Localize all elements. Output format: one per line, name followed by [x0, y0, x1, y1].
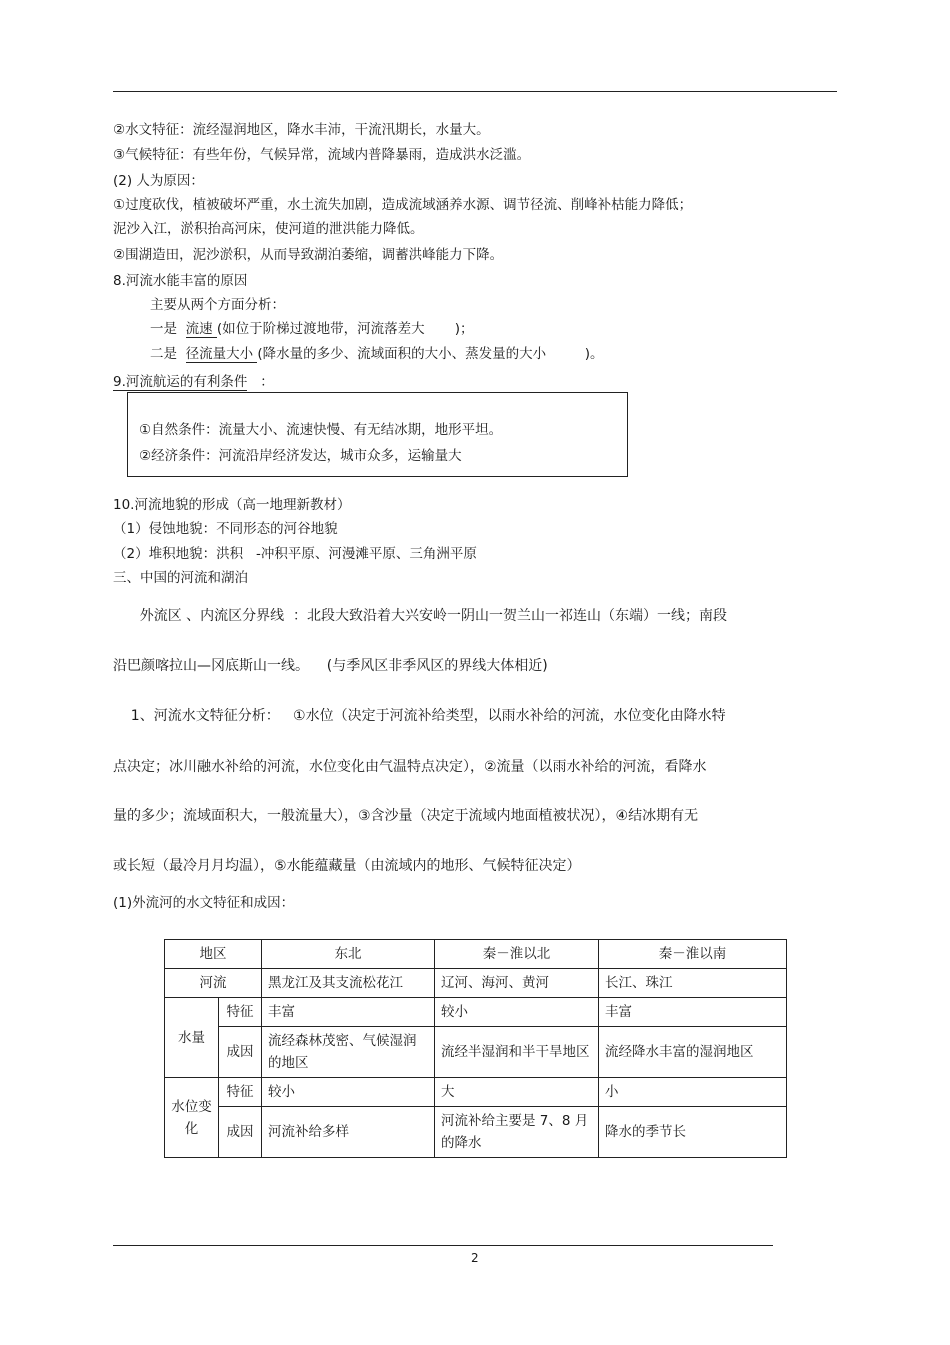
text-line: 泥沙入江，淤积抬高河床，使河道的泄洪能力降低。 — [113, 221, 424, 237]
table-cell: 河流补给多样 — [262, 1107, 435, 1158]
table-cell: 流经半湿润和半干旱地区 — [435, 1027, 599, 1078]
text-line: ②水文特征：流经湿润地区，降水丰沛，干流汛期长，水量大。 — [113, 122, 490, 138]
row-subheader: 特征 — [219, 998, 262, 1027]
table-cell: 流经森林茂密、气候湿润的地区 — [262, 1027, 435, 1078]
paragraph-line: 或长短（最冷月月均温），⑤水能蕴藏量（由流域内的地形、气候特征决定） — [113, 858, 581, 874]
text-line: ②围湖造田，泥沙淤积，从而导致湖泊萎缩，调蓄洪峰能力下降。 — [113, 247, 504, 263]
text-line: （1）侵蚀地貌：不同形态的河谷地貌 — [113, 521, 338, 537]
table-row — [165, 969, 787, 998]
paragraph-line: 外流区 、内流区分界线 ：北段大致沿着大兴安岭一阴山一贺兰山一祁连山（东端）一线；南段 — [113, 608, 728, 624]
paragraph-line: 1、河流水文特征分析： ①水位（决定于河流补给类型，以雨水补给的河流，水位变化由降水特 — [113, 708, 726, 724]
footer-rule — [113, 1245, 773, 1246]
row-subheader: 成因 — [219, 1107, 262, 1158]
row-group-header: 水量 — [165, 998, 219, 1078]
text-line: (2) 人为原因： — [113, 173, 204, 189]
text-span: (降水量的多少、流域面积的大小、蒸发量的大小 )。 — [257, 346, 604, 362]
table-cell: 河流补给主要是 7、8 月的降水 — [435, 1107, 599, 1158]
text-line: 主要从两个方面分析： — [150, 297, 285, 313]
table-cell: 小 — [599, 1078, 787, 1107]
text-span: 一是 — [150, 321, 186, 337]
table-row — [165, 998, 787, 1027]
text-span: 二是 — [150, 346, 186, 362]
table-cell: 长江、珠江 — [599, 969, 787, 998]
page-number: 2 — [471, 1251, 479, 1265]
table-cell: 较小 — [262, 1078, 435, 1107]
text-line: ①过度砍伐，植被破坏严重，水土流失加剧，造成流域涵养水源、调节径流、削峰补枯能力降低； — [113, 197, 693, 213]
text-line: ③气候特征：有些年份，气候异常，流域内普降暴雨，造成洪水泛滥。 — [113, 147, 531, 163]
table-row — [165, 940, 787, 969]
section-heading: 10.河流地貌的形成（高一地理新教材） — [113, 497, 351, 513]
text-line: (1)外流河的水文特征和成因： — [113, 895, 295, 911]
table-cell: 较小 — [435, 998, 599, 1027]
table-cell: 辽河、海河、黄河 — [435, 969, 599, 998]
table-header: 东北 — [262, 940, 435, 969]
box-line: ①自然条件：流量大小、流速快慢、有无结冰期，地形平坦。 — [139, 422, 503, 438]
text-line: （2）堆积地貌：洪积 -冲积平原、河漫滩平原、三角洲平原 — [113, 546, 477, 562]
hydrology-table — [164, 939, 787, 1158]
row-subheader: 特征 — [219, 1078, 262, 1107]
conditions-box — [127, 392, 628, 477]
underlined-heading: 9.河流航运的有利条件 — [113, 374, 248, 390]
table-row — [165, 1107, 787, 1158]
table-cell: 丰富 — [599, 998, 787, 1027]
row-subheader: 成因 — [219, 1027, 262, 1078]
underlined-answer: 径流量大小 — [185, 346, 258, 362]
table-cell: 降水的季节长 — [599, 1107, 787, 1158]
table-cell: 黑龙江及其支流松花江 — [262, 969, 435, 998]
paragraph-line: 点决定；冰川融水补给的河流，水位变化由气温特点决定），②流量（以雨水补给的河流，看降水 — [113, 759, 707, 775]
table-row — [165, 1078, 787, 1107]
header-rule — [113, 91, 837, 92]
text-span: (如位于阶梯过渡地带，河流落差大 )； — [216, 321, 474, 337]
text-line — [150, 345, 604, 363]
table-cell: 丰富 — [262, 998, 435, 1027]
paragraph-line: 量的多少；流域面积大，一般流量大），③含沙量（决定于流域内地面植被状况），④结冰期有无 — [113, 808, 699, 824]
table-header: 地区 — [165, 940, 262, 969]
row-group-header: 水位变化 — [165, 1078, 219, 1158]
table-cell: 大 — [435, 1078, 599, 1107]
section-heading — [113, 373, 274, 391]
table-row — [165, 1027, 787, 1078]
row-header: 河流 — [165, 969, 262, 998]
box-line: ②经济条件：河流沿岸经济发达，城市众多，运输量大 — [139, 448, 462, 464]
table-header: 秦－淮以北 — [435, 940, 599, 969]
underlined-answer: 流速 — [185, 321, 217, 337]
text-span: ： — [247, 374, 274, 390]
text-line — [150, 320, 473, 338]
table-cell: 流经降水丰富的湿润地区 — [599, 1027, 787, 1078]
section-heading: 8.河流水能丰富的原因 — [113, 273, 248, 289]
table-header: 秦－淮以南 — [599, 940, 787, 969]
paragraph-line: 沿巴颜喀拉山—冈底斯山一线。 (与季风区非季风区的界线大体相近) — [113, 658, 548, 674]
section-heading: 三、中国的河流和湖泊 — [113, 570, 248, 586]
